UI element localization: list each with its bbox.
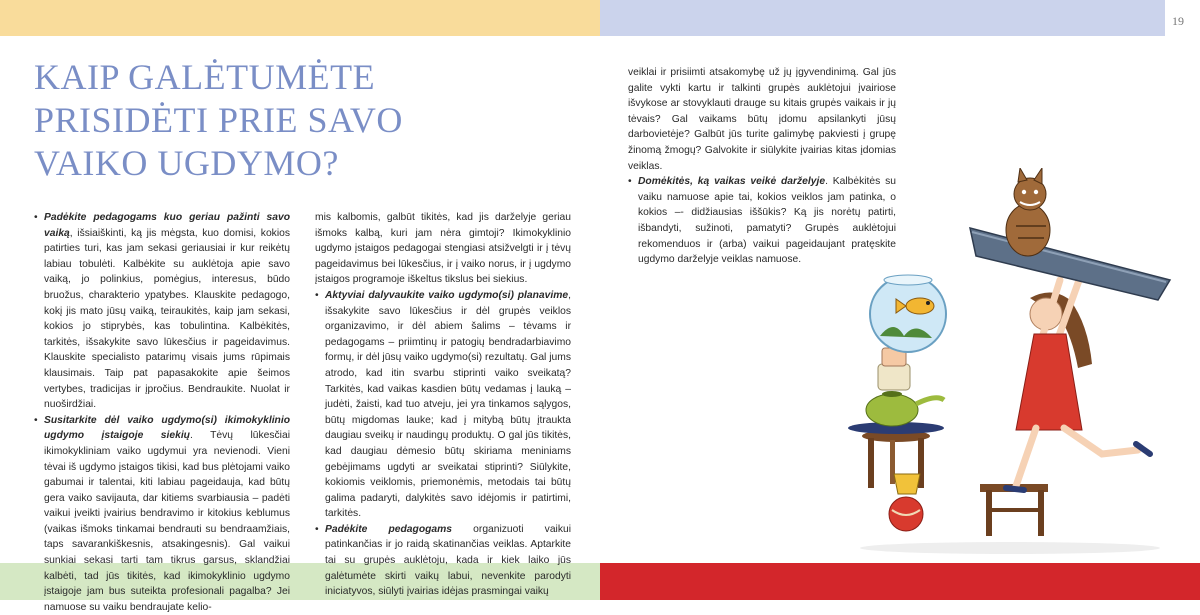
bullet-text: . Kalbėkitės su vaiku namuose apie tai, kokios veiklos jam patinka, o kokios –- didžiausias iššūkis? Ką jis norėtų patirti, išbandyti, sužinoti, pamatyti? Grupės auklėtojui rekomenduos ir (arba) vaikui pageidaujant pratęskite ugdymo darželyje veiklas namuose. [638, 176, 896, 266]
continued-text: mis kalbomis, galbūt tikitės, kad jis darželyje geriau išmoks kalbą, kuri jam nėra gimtoji? Ikimokyklinio ugdymo įstaigos pedagogai stengiasi atsižvelgti ir į tėvų pageidavimus bei lūkesčius, ir į vaiko norus, ir į ugdymo įstaigos programoje iškeltus tikslus bei siekius. [315, 212, 571, 286]
bullet-text: organizuoti vaikui patinkančias ir jo raidą skatinančias veiklas. Aptarkite tai su grupės auklėtoju, kada ir kiek laiko jūs galėtumėte skirti vaikų labui, nevenkite parodyti iniciatyvos, siūlyti įvairias idėjas prasmingai vaikų [325, 523, 571, 598]
page-number: 19 [1172, 14, 1184, 28]
balancing-girl-illustration [820, 168, 1200, 560]
bottom-right-color-band [600, 563, 1200, 600]
bullet-paragraph [34, 210, 290, 413]
bullet-lead: Aktyviai dalyvaukite vaiko ugdymo(si) planavime [325, 289, 569, 301]
teapot-icon [866, 391, 944, 426]
tray-icon [970, 228, 1170, 300]
bullet-paragraph [315, 288, 571, 522]
top-left-color-band [0, 0, 600, 36]
bullet-paragraph [315, 522, 571, 600]
bullet-lead: Padėkite pedagogams kuo geriau pažinti savo vaiką [44, 212, 290, 239]
bullet-text: , išsakykite savo lūkesčius ir dėl grupės veiklos organizavimo, ir dėl abiem šalims – tėvams ir pedagogams – priimtinų ir patogių bendradarbiavimo formų, ir dėl jūsų vaiko ugdymo(si) rezultatų. Gal jums atrodo, kad itin svarbu stiprinti vaiko sveikatą? Tarkitės, kad vaikas kasdien būtų vedamas į lauką – judėti, žaisti, kad tuo atveju, jei yra tinkamos sąlygos, būtų migdomas lauke; kad į mitybą būtų įtraukta daugiau sveikų ir naudingų produktų. O gal jūs tikitės, kad daugiau dėmesio būtų skiriama meniniams gebėjimams ugdyti ar sveikatai stiprinti? Siūlykite, kokiomis veiklomis, priemonėmis, metodais tai būtų galima padaryti, dalykitės savo idėjomis ir patirtimi, tarkitės. [325, 289, 571, 520]
bullet-lead: Susitarkite dėl vaiko ugdymo(si) ikimokyklinio ugdymo įstaigoje siekių [44, 414, 290, 442]
bullet-text: , išsiaiškinti, ką jis mėgsta, kuo domisi, kokios patirties turi, kas jam sekasi geriausiai ir kur reikėtų labiau tobulėti. Kalbėkite su auklėtoja apie savo vaiką, jo polinkius, pomėgius, interesus, būdo bruožus, charakterio ypatybes. Klauskite pedagogo, kokį jis mato jūsų vaiką, teiraukitės, kaip jam sekasi, kokios jo stiprybės, kas tobulintina. Kalbėkitės, tarkitės, išsakykite savo lūkesčius ir pageidavimus. Klauskite specialisto patarimų visais jums rūpimais klausimais. Taip pat papasakokite apie šeimos vertybes, tradicijas ir įpročius. Bendraukite. Nuolat ir nuoširdžiai. [44, 227, 290, 411]
ground-shadow [860, 542, 1160, 554]
top-right-color-band [600, 0, 1165, 36]
girl-icon [1006, 272, 1150, 490]
text-column-2 [315, 210, 571, 600]
fishbowl-icon [870, 275, 946, 352]
text-column-1 [34, 210, 290, 615]
bullet-text: . Tėvų lūkesčiai ikimokykliniam vaiko ugdymui yra nevienodi. Vieni tėvai iš ugdymo įstaigos tikisi, kad bus plėtojami vaiko gabumai ir talentai, kiti labiau pageidauja, kad būtų gera vaiko savijauta, dar kitiems svarbiausia – padėti vaikui įveikti įvairius bendravimo ir kitokius keblumus (vaikas išmoks tinkamai bendrauti su bendraamžiais, taps savarankiškesnis, atsakingesnis). Gal vaikui sunkiai sekasi tarti tam tikrus garsus, sklandžiai kalbėti, tad jūs tikitės, kad ikimokyklinio ugdymo įstaigoje jam bus suteikta profesionali pagalba? Jei namuose su vaiku bendraujate kelio- [44, 430, 290, 613]
bullet-lead: Domėkitės, ką vaikas veikė darželyje [638, 176, 826, 188]
stacked-bowls-icon [878, 348, 910, 390]
bullet-lead: Padėkite pedagogams [325, 523, 453, 535]
page-title: KAIP GALĖTUMĖTE PRISIDĖTI PRIE SAVO VAIKO UGDYMO? [34, 57, 403, 183]
cat-icon [1006, 168, 1050, 256]
bullet-paragraph [34, 413, 290, 615]
continued-text: veiklai ir prisiimti atsakomybę už jų įgyvendinimą. Gal jūs galite vykti kartu ir talkinti grupės auklėtojui įvairiose išvykose ar stovyklauti drauge su kitais grupės vaikais ir jų tėvais? Gal vaikams būtų įdomu apsilankyti jūsų darbovietėje? Galbūt jūs turite galimybę pakviesti į grupę žinomą žmogų? Galvokite ir siūlykite įvairias kitas įdomias veiklas. [628, 67, 896, 172]
